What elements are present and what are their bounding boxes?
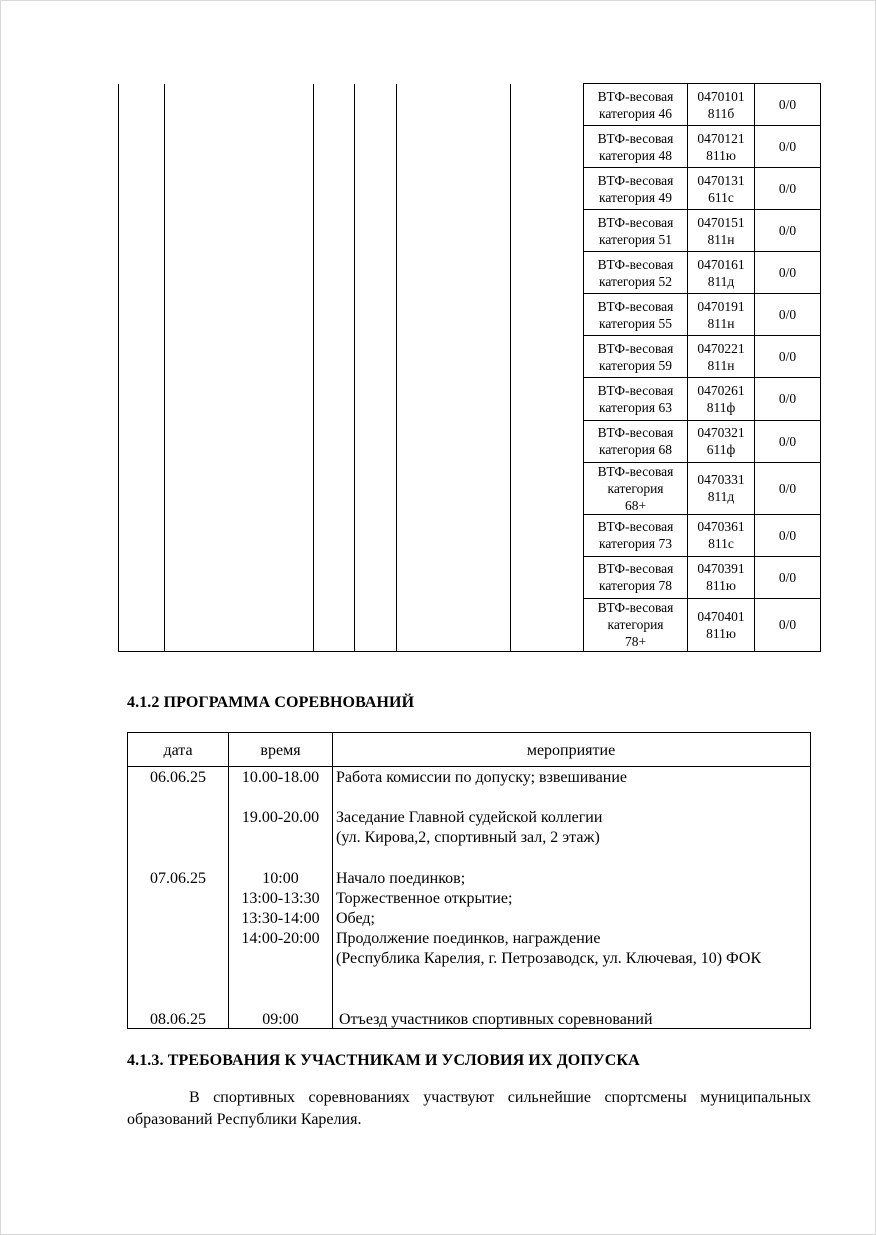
category-name xyxy=(584,462,688,514)
category-code-text: 811ю xyxy=(706,578,736,594)
category-row xyxy=(119,84,821,126)
category-name xyxy=(584,210,688,252)
category-name xyxy=(584,514,688,556)
event-row: Работа комиссии по допуску; взвешивание xyxy=(336,769,628,786)
category-name-text: ВТФ-весовая xyxy=(597,561,674,577)
category-count-text: 0/0 xyxy=(778,307,797,323)
category-count-text: 0/0 xyxy=(778,617,797,633)
date-day1: 06.06.25 xyxy=(150,769,206,786)
category-code-text: 811ю xyxy=(706,625,736,641)
event-row: Продолжение поединков, награждение xyxy=(336,930,601,947)
category-name xyxy=(584,420,688,462)
category-name xyxy=(584,556,688,598)
category-count xyxy=(755,336,821,378)
time-row: 14:00-20:00 xyxy=(241,930,320,947)
category-code xyxy=(688,84,755,126)
category-code-text: 811н xyxy=(707,231,735,247)
category-count xyxy=(755,126,821,168)
header-event: мероприятие xyxy=(526,742,616,759)
category-name-text: ВТФ-весовая xyxy=(597,130,674,146)
category-count-text: 0/0 xyxy=(778,569,797,585)
category-code-text: 811б xyxy=(707,105,735,121)
time-row: 10.00-18.00 xyxy=(241,769,320,786)
blank-col-3 xyxy=(314,84,355,652)
category-name-text: категория xyxy=(607,480,664,496)
category-name-text: категория xyxy=(607,617,664,633)
category-count xyxy=(755,420,821,462)
category-name-text: ВТФ-весовая xyxy=(597,340,674,356)
category-count-text: 0/0 xyxy=(778,97,797,113)
category-name-text: 68+ xyxy=(624,497,647,513)
category-name-text: категория 49 xyxy=(599,189,672,205)
blank-col-6 xyxy=(511,84,584,652)
category-code-text: 811д xyxy=(707,273,735,289)
category-code xyxy=(688,294,755,336)
category-count-text: 0/0 xyxy=(778,181,797,197)
date-day3: 08.06.25 xyxy=(150,1011,206,1028)
category-code xyxy=(688,210,755,252)
time-row: 19.00-20.00 xyxy=(241,809,320,826)
category-code xyxy=(688,168,755,210)
category-name-text: категория 48 xyxy=(599,147,672,163)
category-name-text: категория 52 xyxy=(599,273,672,289)
category-name-text: ВТФ-весовая xyxy=(597,463,674,479)
paragraph-line: образований Республики Карелия. xyxy=(127,1111,362,1128)
event-row: (Республика Карелия, г. Петрозаводск, ул. Ключевая, 10) ФОК xyxy=(336,950,762,967)
category-name-text: категория 78 xyxy=(599,578,672,594)
category-code-text: 0470331 xyxy=(697,472,745,488)
date-day2: 07.06.25 xyxy=(150,870,206,887)
category-code-text: 0470321 xyxy=(697,425,745,441)
blank-col-4 xyxy=(355,84,397,652)
category-code-text: 611с xyxy=(708,189,734,205)
category-code xyxy=(688,598,755,651)
category-name xyxy=(584,294,688,336)
category-code-text: 0470391 xyxy=(697,561,745,577)
category-name-text: категория 73 xyxy=(599,536,672,552)
category-code-text: 811д xyxy=(707,489,735,505)
category-code-text: 811с xyxy=(708,536,734,552)
blank-col-2 xyxy=(165,84,314,652)
time-row: 10:00 xyxy=(262,870,299,887)
category-code-text: 0470161 xyxy=(697,256,745,272)
weight-categories-table xyxy=(118,83,821,652)
header-time: время xyxy=(260,742,301,759)
category-name-text: категория 63 xyxy=(599,399,672,415)
category-name-text: ВТФ-весовая xyxy=(597,88,674,104)
time-row: 09:00 xyxy=(262,1011,299,1028)
category-name xyxy=(584,126,688,168)
blank-col-1 xyxy=(119,84,165,652)
category-count xyxy=(755,514,821,556)
event-row: Начало поединков; xyxy=(336,870,466,887)
category-name-text: категория 46 xyxy=(599,105,672,121)
event-row: Отъезд участников спортивных соревнований xyxy=(339,1011,653,1028)
category-name xyxy=(584,168,688,210)
header-date: дата xyxy=(163,742,193,759)
category-code-text: 0470361 xyxy=(697,519,745,535)
category-code-text: 0470221 xyxy=(697,340,745,356)
category-code-text: 611ф xyxy=(706,442,736,458)
category-name-text: ВТФ-весовая xyxy=(597,172,674,188)
category-count xyxy=(755,84,821,126)
program-heading: 4.1.2 ПРОГРАММА СОРЕВНОВАНИЙ xyxy=(127,694,415,711)
category-code xyxy=(688,378,755,420)
category-count-text: 0/0 xyxy=(778,265,797,281)
category-count xyxy=(755,378,821,420)
category-code xyxy=(688,514,755,556)
category-name-text: ВТФ-весовая xyxy=(597,600,674,616)
category-name-text: категория 68 xyxy=(599,442,672,458)
category-code-text: 0470131 xyxy=(697,172,745,188)
blank-col-5 xyxy=(397,84,511,652)
category-code-text: 0470101 xyxy=(697,88,745,104)
category-count-text: 0/0 xyxy=(778,391,797,407)
category-name-text: ВТФ-весовая xyxy=(597,382,674,398)
category-name xyxy=(584,336,688,378)
category-code xyxy=(688,252,755,294)
category-name-text: ВТФ-весовая xyxy=(597,519,674,535)
category-name-text: категория 51 xyxy=(599,231,672,247)
time-row: 13:00-13:30 xyxy=(241,890,320,907)
category-count-text: 0/0 xyxy=(778,139,797,155)
category-count-text: 0/0 xyxy=(778,433,797,449)
event-row: Заседание Главной судейской коллегии xyxy=(336,809,603,826)
category-count-text: 0/0 xyxy=(778,480,797,496)
event-row: (ул. Кирова,2, спортивный зал, 2 этаж) xyxy=(336,829,600,846)
category-name xyxy=(584,598,688,651)
category-name-text: 78+ xyxy=(624,634,647,650)
category-name xyxy=(584,84,688,126)
category-count xyxy=(755,168,821,210)
category-code-text: 0470261 xyxy=(697,382,745,398)
category-code-text: 0470151 xyxy=(697,214,745,230)
category-code-text: 811ю xyxy=(706,147,736,163)
category-name-text: категория 55 xyxy=(599,315,672,331)
program-table xyxy=(127,732,811,1029)
category-count xyxy=(755,556,821,598)
category-count xyxy=(755,294,821,336)
category-code xyxy=(688,126,755,168)
category-code xyxy=(688,336,755,378)
category-code-text: 811ф xyxy=(706,399,736,415)
event-row: Торжественное открытие; xyxy=(336,890,513,907)
category-code xyxy=(688,420,755,462)
category-name-text: ВТФ-весовая xyxy=(597,256,674,272)
category-count-text: 0/0 xyxy=(778,223,797,239)
category-code-text: 811н xyxy=(707,357,735,373)
category-name-text: ВТФ-весовая xyxy=(597,214,674,230)
category-count-text: 0/0 xyxy=(778,527,797,543)
category-name-text: ВТФ-весовая xyxy=(597,425,674,441)
category-count-text: 0/0 xyxy=(778,349,797,365)
category-code-text: 0470401 xyxy=(697,608,745,624)
category-code xyxy=(688,462,755,514)
category-count xyxy=(755,210,821,252)
category-code-text: 0470191 xyxy=(697,298,745,314)
category-code xyxy=(688,556,755,598)
requirements-paragraph xyxy=(127,1087,811,1131)
category-name-text: ВТФ-весовая xyxy=(597,298,674,314)
time-row: 13:30-14:00 xyxy=(241,910,320,927)
category-code-text: 0470121 xyxy=(697,130,745,146)
category-count xyxy=(755,252,821,294)
category-code-text: 811н xyxy=(707,315,735,331)
category-name-text: категория 59 xyxy=(599,357,672,373)
category-name xyxy=(584,252,688,294)
category-count xyxy=(755,462,821,514)
paragraph-line: В спортивных соревнованиях участвуют сильнейшие спортсмены муниципальных xyxy=(189,1089,811,1106)
category-count xyxy=(755,598,821,651)
category-name xyxy=(584,378,688,420)
requirements-heading: 4.1.3. ТРЕБОВАНИЯ К УЧАСТНИКАМ И УСЛОВИЯ ИХ ДОПУСКА xyxy=(127,1052,640,1069)
event-row: Обед; xyxy=(336,910,375,927)
